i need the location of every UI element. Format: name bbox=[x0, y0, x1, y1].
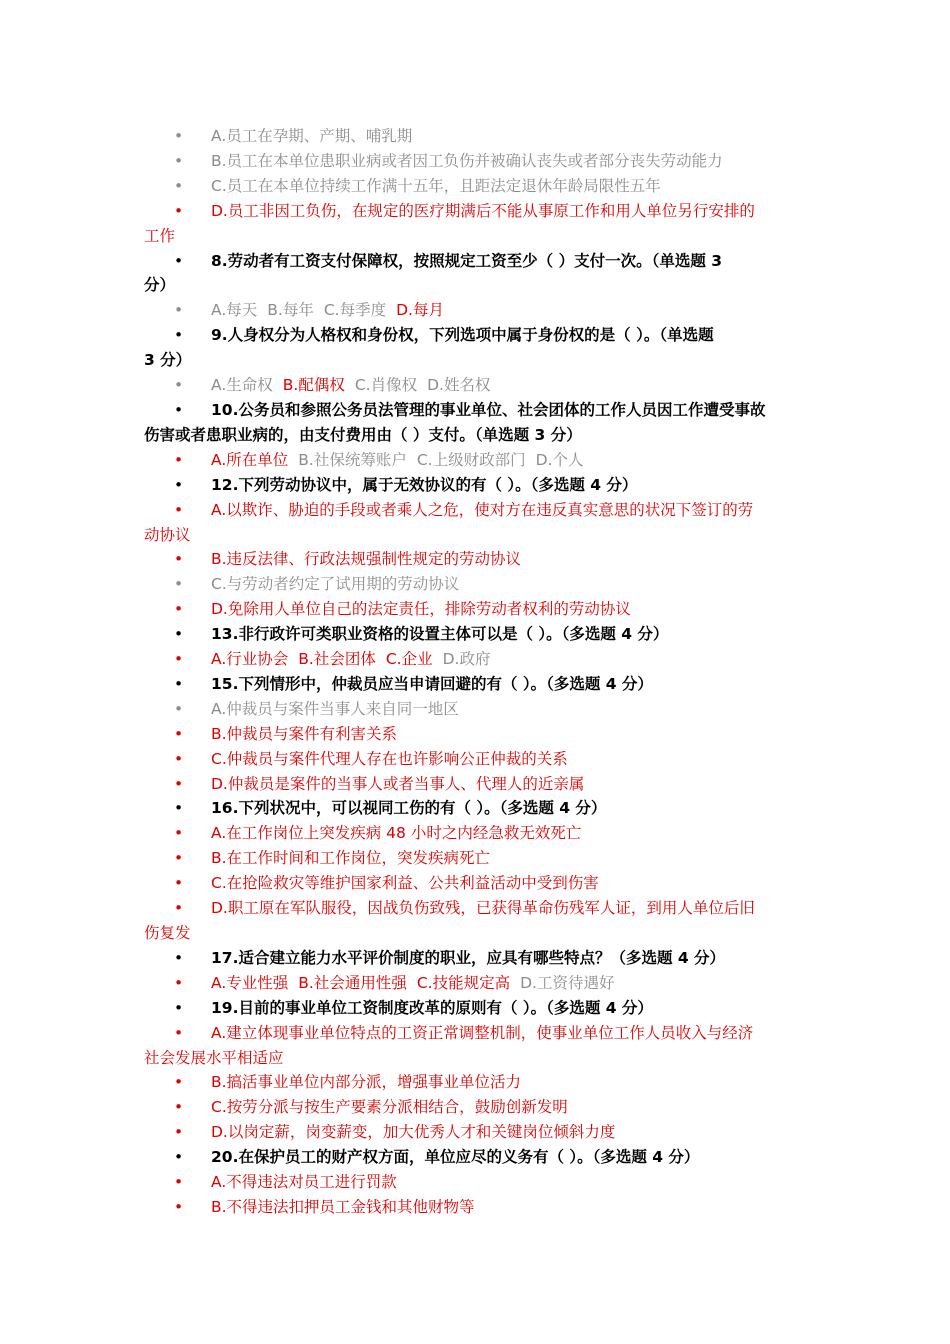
question-text: 17.适合建立能力水平评价制度的职业，应具有哪些特点？（多选题 4 分） bbox=[211, 948, 726, 967]
bullet-icon: • bbox=[174, 475, 184, 494]
question-text-continued: 3 分） bbox=[144, 351, 192, 370]
bullet-icon: • bbox=[174, 251, 184, 270]
bullet-icon: • bbox=[174, 400, 184, 419]
option-text: C.按劳分派与按生产要素分派相结合，鼓励创新发明 bbox=[211, 1098, 568, 1117]
bullet-icon: • bbox=[174, 849, 184, 868]
option-item bbox=[144, 871, 809, 896]
option-item bbox=[144, 1170, 809, 1195]
option-item bbox=[144, 547, 809, 572]
option-text: D.仲裁员是案件的当事人或者当事人、代理人的近亲属 bbox=[211, 774, 585, 793]
option-item bbox=[144, 373, 809, 398]
bullet-icon: • bbox=[174, 724, 184, 743]
option-text: A.在工作岗位上突发疾病 48 小时之内经急救无效死亡 bbox=[211, 824, 582, 843]
bullet-icon: • bbox=[174, 301, 184, 320]
option-text: D.职工原在军队服役，因战负伤致残，已获得革命伤残军人证，到用人单位后旧 bbox=[211, 899, 755, 918]
bullet-icon: • bbox=[174, 1098, 184, 1117]
bullet-icon: • bbox=[174, 1197, 184, 1216]
option-text: B.社会团体 bbox=[298, 650, 376, 669]
option-item bbox=[144, 896, 809, 946]
option-item bbox=[144, 572, 809, 597]
question-text: 15.下列情形中，仲裁员应当申请回避的有（ ）。（多选题 4 分） bbox=[211, 674, 653, 693]
bullet-icon: • bbox=[174, 550, 184, 569]
option-text: A.专业性强 bbox=[211, 973, 289, 992]
bullet-icon: • bbox=[174, 824, 184, 843]
option-text: C.上级财政部门 bbox=[416, 450, 526, 469]
option-text: B.在工作时间和工作岗位，突发疾病死亡 bbox=[211, 849, 491, 868]
option-text: B.搞活事业单位内部分派，增强事业单位活力 bbox=[211, 1073, 522, 1092]
option-item bbox=[144, 597, 809, 622]
option-text: A.以欺诈、胁迫的手段或者乘人之危，使对方在违反真实意思的状况下签订的劳 bbox=[211, 500, 754, 519]
bullet-icon: • bbox=[174, 874, 184, 893]
question-item bbox=[144, 622, 809, 647]
bullet-icon: • bbox=[174, 998, 184, 1017]
bullet-icon: • bbox=[174, 1148, 184, 1167]
option-item bbox=[144, 1195, 809, 1220]
option-item bbox=[144, 1021, 809, 1071]
bullet-icon: • bbox=[174, 1123, 184, 1142]
option-item bbox=[144, 199, 809, 249]
bullet-icon: • bbox=[174, 201, 184, 220]
option-item bbox=[144, 1070, 809, 1095]
option-text: A.员工在孕期、产期、哺乳期 bbox=[211, 127, 413, 145]
bullet-icon: • bbox=[174, 1073, 184, 1092]
option-text: B.仲裁员与案件有利害关系 bbox=[211, 724, 398, 743]
bullet-icon: • bbox=[174, 973, 184, 992]
bullet-icon: • bbox=[174, 948, 184, 967]
question-text: 9.人身权分为人格权和身份权，下列选项中属于身份权的是（ ）。（单选题 bbox=[211, 326, 714, 345]
option-text: B.社保统筹账户 bbox=[298, 450, 407, 469]
option-item bbox=[144, 498, 809, 548]
bullet-icon: • bbox=[174, 500, 184, 519]
option-text: C.与劳动者约定了试用期的劳动协议 bbox=[211, 575, 460, 594]
bullet-icon: • bbox=[174, 326, 184, 345]
bullet-icon: • bbox=[174, 376, 184, 395]
question-text: 13.非行政许可类职业资格的设置主体可以是（ ）。（多选题 4 分） bbox=[211, 625, 669, 644]
bullet-icon: • bbox=[174, 1173, 184, 1192]
question-item bbox=[144, 672, 809, 697]
option-text: A.生命权 bbox=[211, 376, 273, 395]
question-text: 8.劳动者有工资支付保障权，按照规定工资至少（ ）支付一次。（单选题 3 bbox=[211, 251, 723, 270]
option-text-continued: 社会发展水平相适应 bbox=[144, 1048, 284, 1067]
question-text: 16.下列状况中，可以视同工伤的有（ ）。（多选题 4 分） bbox=[211, 799, 607, 818]
option-text: D.政府 bbox=[442, 650, 491, 669]
bullet-icon: • bbox=[174, 127, 184, 145]
option-text: D.每月 bbox=[396, 301, 444, 320]
bullet-icon: • bbox=[174, 600, 184, 619]
option-item bbox=[144, 448, 809, 473]
bullet-icon: • bbox=[174, 674, 184, 693]
option-text: D.工资待遇好 bbox=[520, 973, 615, 992]
option-text: C.员工在本单位持续工作满十五年，且距法定退休年龄局限性五年 bbox=[211, 176, 661, 195]
option-text: B.员工在本单位患职业病或者因工负伤并被确认丧失或者部分丧失劳动能力 bbox=[211, 151, 723, 170]
document-body bbox=[144, 124, 809, 1220]
option-item bbox=[144, 647, 809, 672]
option-text: B.不得违法扣押员工金钱和其他财物等 bbox=[211, 1197, 475, 1216]
option-item bbox=[144, 149, 809, 174]
option-text: C.仲裁员与案件代理人存在也许影响公正仲裁的关系 bbox=[211, 749, 568, 768]
question-text-continued: 伤害或者患职业病的，由支付费用由（ ）支付。（单选题 3 分） bbox=[144, 425, 582, 444]
bullet-icon: • bbox=[174, 625, 184, 644]
question-text: 19.目前的事业单位工资制度改革的原则有（ ）。（多选题 4 分） bbox=[211, 998, 653, 1017]
question-item bbox=[144, 323, 809, 373]
option-item bbox=[144, 174, 809, 199]
option-text: C.肖像权 bbox=[354, 376, 418, 395]
option-text: D.姓名权 bbox=[427, 376, 491, 395]
option-item bbox=[144, 1120, 809, 1145]
bullet-icon: • bbox=[174, 151, 184, 170]
option-item bbox=[144, 722, 809, 747]
bullet-icon: • bbox=[174, 749, 184, 768]
option-text: A.不得违法对员工进行罚款 bbox=[211, 1173, 397, 1192]
option-text: B.违反法律、行政法规强制性规定的劳动协议 bbox=[211, 550, 522, 569]
bullet-icon: • bbox=[174, 899, 184, 918]
option-item bbox=[144, 298, 809, 323]
bullet-icon: • bbox=[174, 450, 184, 469]
bullet-icon: • bbox=[174, 699, 184, 718]
option-text: D.以岗定薪，岗变薪变，加大优秀人才和关键岗位倾斜力度 bbox=[211, 1123, 616, 1142]
bullet-icon: • bbox=[174, 774, 184, 793]
bullet-icon: • bbox=[174, 799, 184, 818]
question-item bbox=[144, 473, 809, 498]
question-item bbox=[144, 1145, 809, 1170]
option-item bbox=[144, 1095, 809, 1120]
option-text: A.仲裁员与案件当事人来自同一地区 bbox=[211, 699, 459, 718]
option-item bbox=[144, 747, 809, 772]
option-text: B.配偶权 bbox=[282, 376, 345, 395]
question-item bbox=[144, 796, 809, 821]
option-text-continued: 伤复发 bbox=[144, 924, 191, 942]
option-text-continued: 工作 bbox=[144, 226, 176, 245]
option-item bbox=[144, 846, 809, 871]
option-text: C.技能规定高 bbox=[416, 973, 511, 992]
question-text: 20.在保护员工的财产权方面，单位应尽的义务有（ ）。（多选题 4 分） bbox=[211, 1148, 700, 1167]
question-item bbox=[144, 249, 809, 299]
bullet-icon: • bbox=[174, 650, 184, 669]
option-item bbox=[144, 821, 809, 846]
option-text: C.在抢险救灾等维护国家利益、公共利益活动中受到伤害 bbox=[211, 874, 599, 893]
question-text-continued: 分） bbox=[144, 276, 176, 295]
bullet-icon: • bbox=[174, 176, 184, 195]
option-text: B.社会通用性强 bbox=[298, 973, 407, 992]
question-item bbox=[144, 398, 809, 448]
option-text: A.每天 bbox=[211, 301, 258, 320]
option-text: D.个人 bbox=[535, 450, 584, 469]
option-text: C.每季度 bbox=[323, 301, 387, 320]
bullet-icon: • bbox=[174, 1023, 184, 1042]
option-item bbox=[144, 697, 809, 722]
option-item bbox=[144, 772, 809, 797]
option-text: A.所在单位 bbox=[211, 450, 289, 469]
option-text: A.建立体现事业单位特点的工资正常调整机制，使事业单位工作人员收入与经济 bbox=[211, 1023, 754, 1042]
option-text: C.企业 bbox=[385, 650, 433, 669]
option-text: D.免除用人单位自己的法定责任，排除劳动者权利的劳动协议 bbox=[211, 600, 631, 619]
option-text: B.每年 bbox=[267, 301, 314, 320]
question-text: 12.下列劳动协议中，属于无效协议的有（ ）。（多选题 4 分） bbox=[211, 475, 638, 494]
question-text: 10.公务员和参照公务员法管理的事业单位、社会团体的工作人员因工作遭受事故 bbox=[211, 400, 766, 419]
question-item bbox=[144, 946, 809, 971]
option-text-continued: 动协议 bbox=[144, 525, 191, 544]
bullet-icon: • bbox=[174, 575, 184, 594]
question-item bbox=[144, 996, 809, 1021]
option-item bbox=[144, 971, 809, 996]
option-text: D.员工非因工负伤，在规定的医疗期满后不能从事原工作和用人单位另行安排的 bbox=[211, 201, 755, 220]
option-text: A.行业协会 bbox=[211, 650, 289, 669]
option-item bbox=[144, 124, 809, 149]
